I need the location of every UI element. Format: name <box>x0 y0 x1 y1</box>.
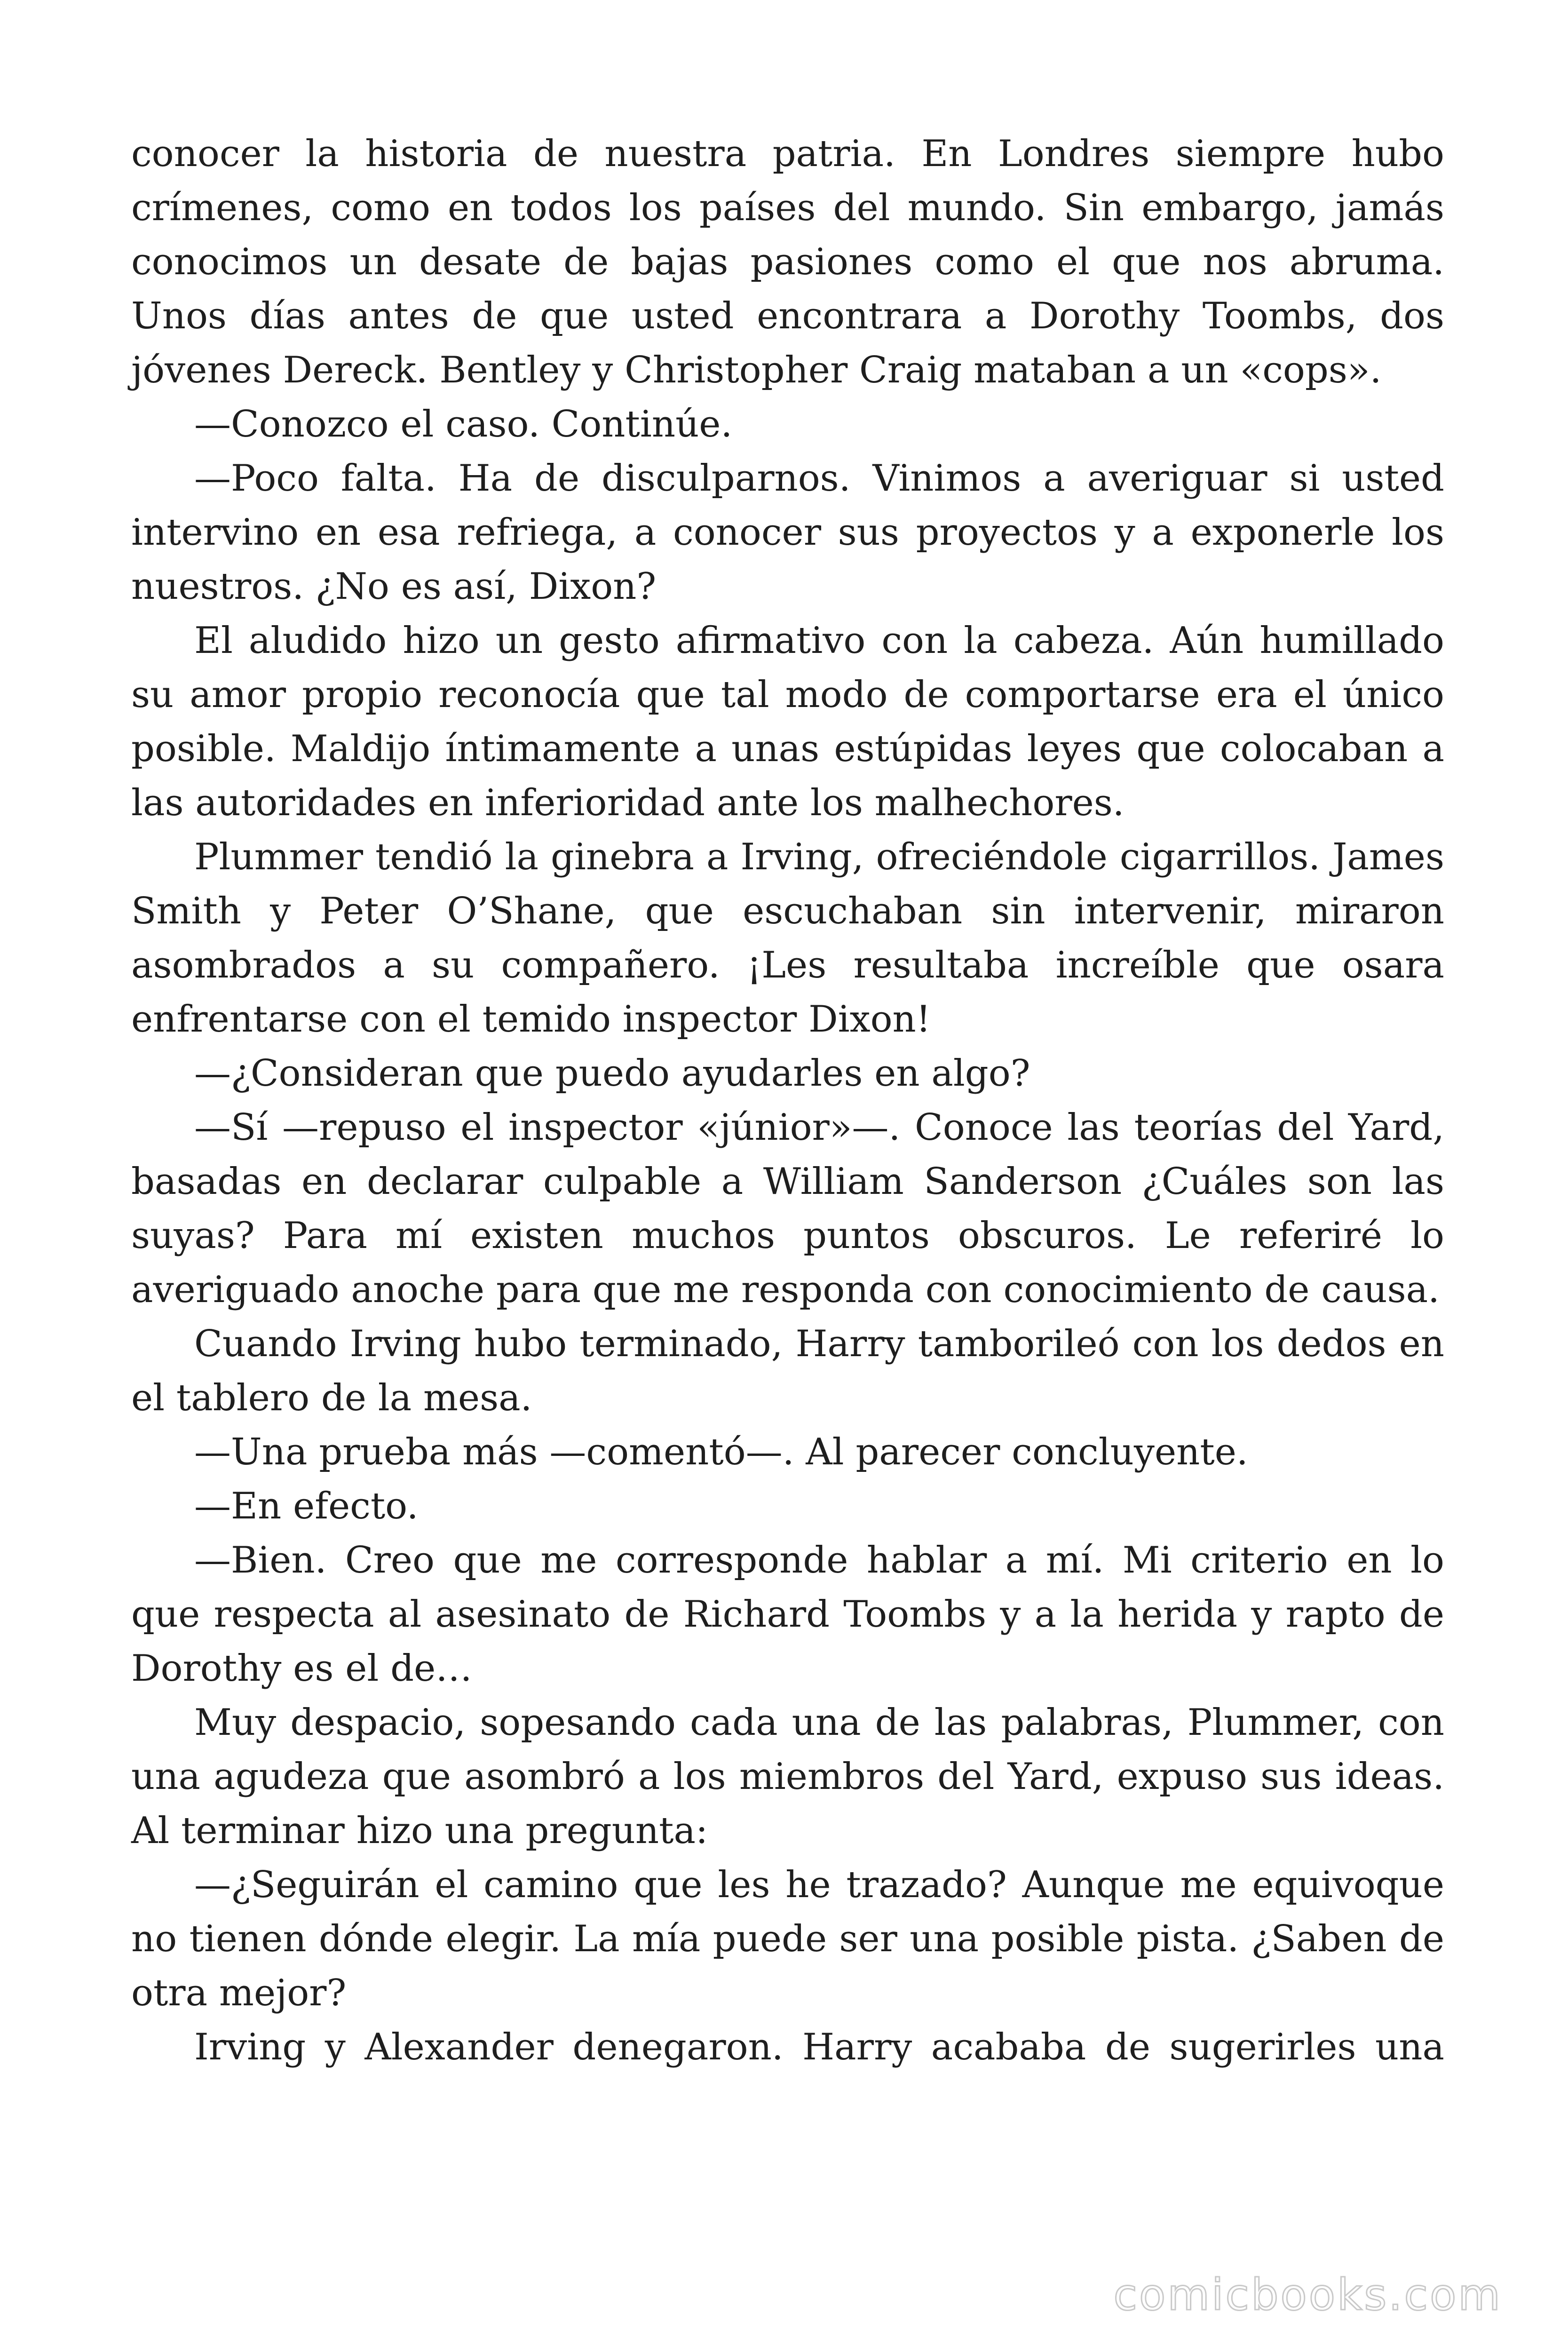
paragraph-10: —En efecto. <box>194 1485 419 1527</box>
paragraph-5: Plummer tendió la ginebra a Irving, ofreciéndole cigarrillos. James Smith y Peter O’Shane, que escuchaban sin intervenir, miraron asombrados a su compañero. ¡Les resultaba increíble que osara enfrentarse con el temido inspector Dixon! <box>131 836 1444 1041</box>
paragraph-13: —¿Seguirán el camino que les he trazado? Aunque me equivoque no tienen dónde elegir. La mía puede ser una posible pista. ¿Saben de otra mejor? <box>131 1864 1444 2014</box>
watermark: comicbooks.com <box>1113 2270 1502 2320</box>
paragraph-6: —¿Consideran que puedo ayudarles en algo? <box>194 1052 1030 1095</box>
paragraph-9: —Una prueba más —comentó—. Al parecer concluyente. <box>194 1431 1248 1473</box>
paragraph-3: —Poco falta. Ha de disculparnos. Vinimos a averiguar si usted intervino en esa refriega, a conocer sus proyectos y a exponerle los nuestros. ¿No es así, Dixon? <box>131 457 1444 608</box>
paragraph-2: —Conozco el caso. Continúe. <box>194 403 733 445</box>
page-body <box>131 127 1444 2074</box>
paragraph-11: —Bien. Creo que me corresponde hablar a mí. Mi criterio en lo que respecta al asesinato de Richard Toombs y a la herida y rapto de Dorothy es el de… <box>131 1539 1444 1690</box>
paragraph-12: Muy despacio, sopesando cada una de las palabras, Plummer, con una agudeza que asombró a los miembros del Yard, expuso sus ideas. Al terminar hizo una pregunta: <box>131 1701 1444 1852</box>
paragraph-4: El aludido hizo un gesto afirmativo con la cabeza. Aún humillado su amor propio reconocía que tal modo de comportarse era el único posible. Maldijo íntimamente a unas estúpidas leyes que colocaban a las autoridades en inferioridad ante los malhechores. <box>131 620 1444 824</box>
paragraph-14: Irving y Alexander denegaron. Harry acababa de sugerirles una <box>194 2026 1444 2068</box>
paragraph-7: —Sí —repuso el inspector «júnior»—. Conoce las teorías del Yard, basadas en declarar culpable a William Sanderson ¿Cuáles son las suyas? Para mí existen muchos puntos obscuros. Le referiré lo averiguado anoche para que me responda con conocimiento de causa. <box>131 1106 1444 1311</box>
paragraph-1: conocer la historia de nuestra patria. En Londres siempre hubo crímenes, como en todos los países del mundo. Sin embargo, jamás conocimos un desate de bajas pasiones como el que nos abruma. Unos días antes de que usted encontrara a Dorothy Toombs, dos jóvenes Dereck. Bentley y Christopher Craig mataban a un «cops». <box>131 133 1444 391</box>
paragraph-8: Cuando Irving hubo terminado, Harry tamborileó con los dedos en el tablero de la mesa. <box>131 1323 1444 1419</box>
